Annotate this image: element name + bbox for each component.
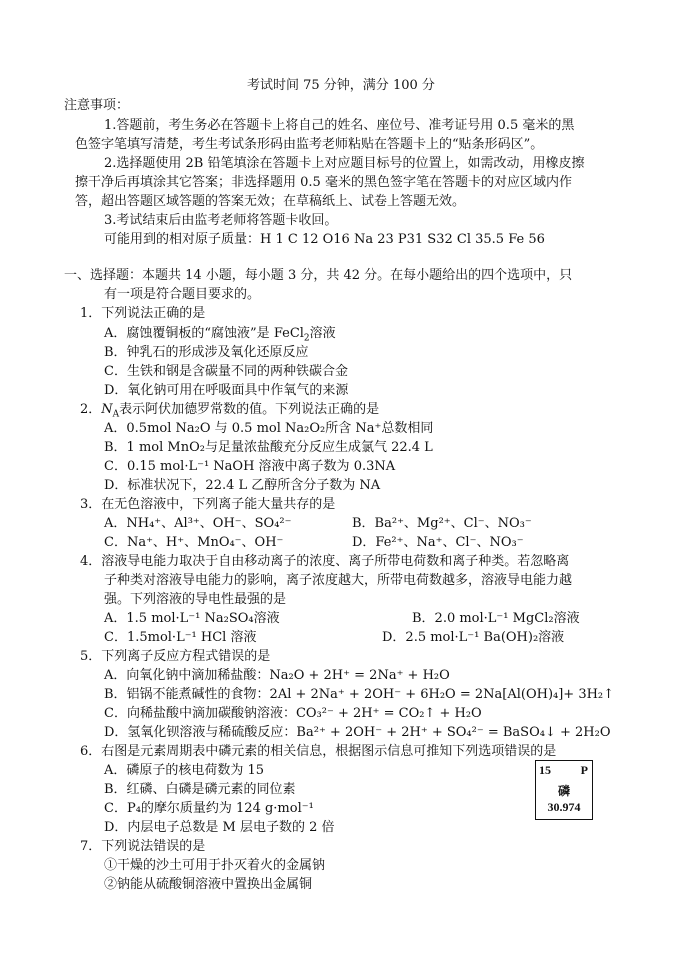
q2-stem-na: N [101,402,113,417]
q1-option-a-text: A．腐蚀覆铜板的“腐蚀液”是 FeCl [104,326,304,341]
element-atomic-number: 15 [539,763,551,777]
q1-option-a-sub: 2 [303,333,310,344]
q3-option-a: A．NH₄⁺、Al³⁺、OH⁻、SO₄²⁻ [104,516,292,531]
q2-stem-a: A [112,409,120,420]
q4-stem-line-2: 子种类对溶液导电能力的影响，离子浓度越大，所带电荷数越多，溶液导电能力越 [104,573,573,588]
note-1-line-2: 色签字笔填写清楚，考生考试条形码由监考老师粘贴在答题卡上的“贴条形码区”。 [75,137,544,152]
q2-stem-text: 表示阿伏加德罗常数的值。下列说法正确的是 [119,402,380,417]
q1-option-c: C．生铁和钢是含碳量不同的两种铁碳合金 [104,364,348,379]
note-2-line-3: 答，超出答题区域答题的答案无效；在草稿纸上、试卷上答题无效。 [75,194,466,209]
exam-time-line: 考试时间 75 分钟，满分 100 分 [247,78,435,93]
q7-stem: 7．下列说法错误的是 [80,839,206,854]
q3-option-b: B．Ba²⁺、Mg²⁺、Cl⁻、NO₃⁻ [352,516,532,531]
q1-stem: 1．下列说法正确的是 [80,306,206,321]
q3-stem: 3．在无色溶液中，下列离子能大量共存的是 [80,497,336,512]
note-2-line-2: 擦干净后再填涂其它答案；非选择题用 0.5 毫米的黑色签字笔在答题卡的对应区域内作 [75,175,572,190]
q5-option-c: C．向稀盐酸中滴加碳酸钠溶液：CO₃²⁻ + 2H⁺ = CO₂↑ + H₂O [104,706,482,721]
note-1-line-1: 1.答题前，考生务必在答题卡上将自己的姓名、座位号、准考证号用 0.5 毫米的黑 [104,118,575,133]
q5-option-a: A．向氧化钠中滴加稀盐酸：Na₂O + 2H⁺ = 2Na⁺ + H₂O [104,668,450,683]
q4-stem-line-3: 强。下列溶液的导电性最强的是 [104,592,287,607]
q1-option-a [104,326,336,342]
q5-option-d: D．氢氧化钡溶液与稀硫酸反应：Ba²⁺ + 2OH⁻ + 2H⁺ + SO₄²⁻ = BaSO₄↓ + 2H₂O [104,725,611,740]
q2-option-d: D．标准状况下，22.4 L 乙醇所含分子数为 NA [104,478,381,493]
atomic-masses: 可能用到的相对原子质量：H 1 C 12 O16 Na 23 P31 S32 Cl 35.5 Fe 56 [104,232,545,247]
q4-option-a: A．1.5 mol·L⁻¹ Na₂SO₄溶液 [104,611,280,626]
element-name: 磷 [557,784,570,798]
q4-option-c: C．1.5mol·L⁻¹ HCl 溶液 [104,630,257,645]
element-symbol: P [580,763,588,777]
q2-option-b: B．1 mol MnO₂与足量浓盐酸充分反应生成氯气 22.4 L [104,440,433,455]
q5-option-b: B．铝锅不能煮碱性的食物：2Al + 2Na⁺ + 2OH⁻ + 6H₂O = 2Na[Al(OH)₄]+ 3H₂↑ [104,687,615,702]
q1-option-d: D．氧化钠可用在呼吸面具中作氧气的来源 [104,383,349,398]
section-title-line-2: 有一项是符合题目要求的。 [104,287,261,302]
element-atomic-mass: 30.974 [547,800,581,814]
q6-stem: 6．右图是元素周期表中磷元素的相关信息，根据图示信息可推知下列选项错误的是 [80,744,557,759]
section-title-line-1: 一、选择题：本题共 14 小题，每小题 3 分，共 42 分。在每小题给出的四个选项中，只 [64,268,573,283]
q3-option-c: C．Na⁺、H⁺、MnO₄⁻、OH⁻ [104,535,284,550]
q5-stem: 5．下列离子反应方程式错误的是 [80,649,271,664]
q6-option-a: A．磷原子的核电荷数为 15 [104,763,265,778]
q4-option-b: B．2.0 mol·L⁻¹ MgCl₂溶液 [412,611,580,626]
q6-option-c: C．P₄的摩尔质量约为 124 g·mol⁻¹ [104,801,314,816]
q7-statement-2: ②钠能从硫酸铜溶液中置换出金属铜 [104,877,313,892]
notice-title: 注意事项： [64,98,130,113]
q6-option-b: B．红磷、白磷是磷元素的同位素 [104,782,296,797]
q3-option-d: D．Fe²⁺、Na⁺、Cl⁻、NO₃⁻ [352,535,524,550]
q2-stem [80,402,379,418]
q2-option-c: C．0.15 mol·L⁻¹ NaOH 溶液中离子数为 0.3NA [104,459,396,474]
q4-stem-line-1: 4．溶液导电能力取决于自由移动离子的浓度、离子所带电荷数和离子种类。若忽略离 [80,554,570,569]
periodic-table-cell-phosphorus [535,760,593,820]
q1-option-b: B．钟乳石的形成涉及氧化还原反应 [104,345,309,360]
note-2-line-1: 2.选择题使用 2B 铅笔填涂在答题卡上对应题目标号的位置上，如需改动，用橡皮擦 [104,156,585,171]
note-3: 3.考试结束后由监考老师将答题卡收回。 [104,213,338,228]
q1-option-a-tail: 溶液 [309,326,336,341]
q4-option-d: D．2.5 mol·L⁻¹ Ba(OH)₂溶液 [382,630,565,645]
q2-option-a: A．0.5mol Na₂O 与 0.5 mol Na₂O₂所含 Na⁺总数相同 [104,421,434,436]
q6-option-d: D．内层电子总数是 M 层电子数的 2 倍 [104,820,335,835]
q7-statement-1: ①干燥的沙土可用于扑灭着火的金属钠 [104,858,326,873]
q2-stem-num: 2． [80,402,102,417]
